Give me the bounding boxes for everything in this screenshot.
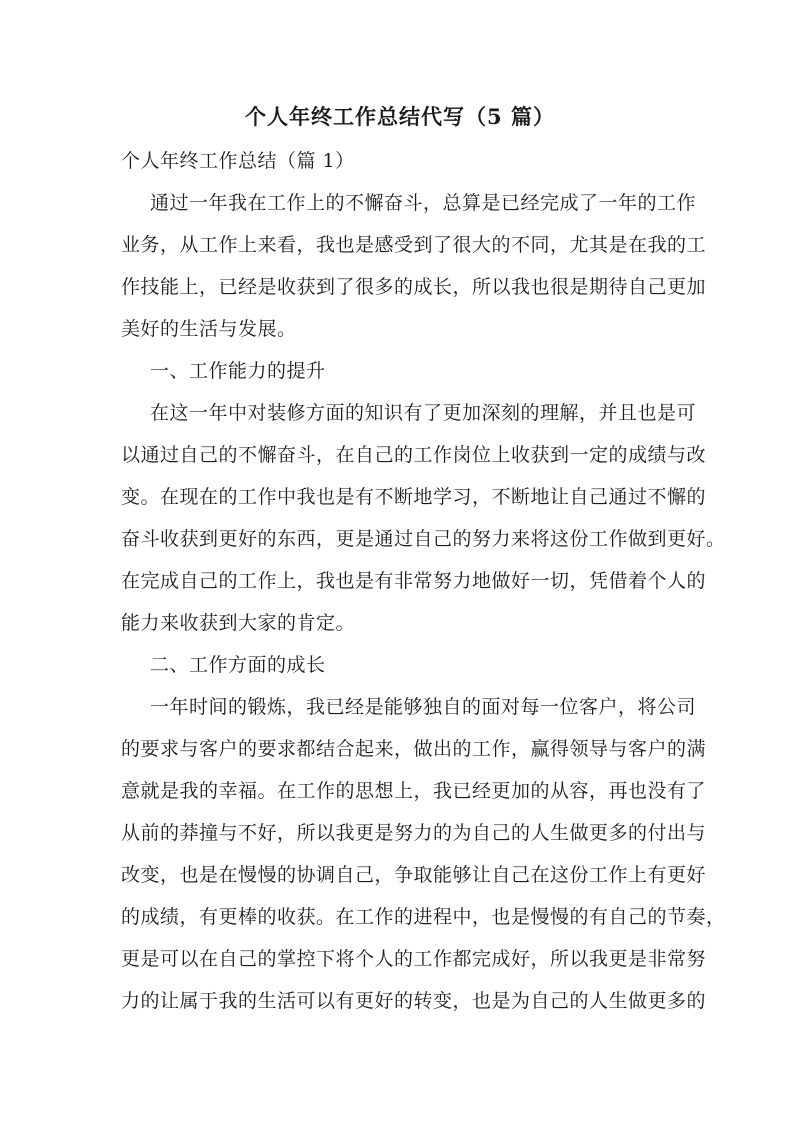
paragraph-line: 的要求与客户的要求都结合起来，做出的工作，赢得领导与客户的满 [121, 738, 707, 760]
paragraph-line: 美好的生活与发展。 [121, 318, 297, 340]
subheading: 二、工作方面的成长 [150, 654, 326, 676]
paragraph-line: 改变，也是在慢慢的协调自己，争取能够让自己在这份工作上有更好 [121, 864, 707, 886]
paragraph-line: 意就是我的幸福。在工作的思想上，我已经更加的从容，再也没有了 [121, 780, 707, 802]
paragraph-line: 的成绩，有更棒的收获。在工作的进程中，也是慢慢的有自己的节奏， [121, 906, 726, 928]
section-heading: 个人年终工作总结（篇 1） [121, 150, 355, 172]
paragraph-line: 作技能上，已经是收获到了很多的成长，所以我也很是期待自己更加 [121, 276, 707, 298]
paragraph-line: 变。在现在的工作中我也是有不断地学习，不断地让自己通过不懈的 [121, 486, 707, 508]
paragraph-line: 业务，从工作上来看，我也是感受到了很大的不同，尤其是在我的工 [121, 234, 707, 256]
document-title: 个人年终工作总结代写（5 篇） [245, 104, 555, 129]
paragraph-line: 在这一年中对装修方面的知识有了更加深刻的理解，并且也是可 [150, 402, 697, 424]
paragraph-line: 一年时间的锻炼，我已经是能够独自的面对每一位客户，将公司 [150, 696, 697, 718]
paragraph-line: 通过一年我在工作上的不懈奋斗，总算是已经完成了一年的工作 [150, 192, 697, 214]
paragraph-line: 以通过自己的不懈奋斗，在自己的工作岗位上收获到一定的成绩与改 [121, 444, 707, 466]
paragraph-line: 更是可以在自己的掌控下将个人的工作都完成好，所以我更是非常努 [121, 948, 707, 970]
subheading: 一、工作能力的提升 [150, 360, 326, 382]
paragraph-line: 能力来收获到大家的肯定。 [121, 612, 356, 634]
paragraph-line: 力的让属于我的生活可以有更好的转变，也是为自己的人生做更多的 [121, 990, 707, 1012]
paragraph-line: 在完成自己的工作上，我也是有非常努力地做好一切，凭借着个人的 [121, 570, 707, 592]
paragraph-line: 从前的莽撞与不好，所以我更是努力的为自己的人生做更多的付出与 [121, 822, 707, 844]
paragraph-line: 奋斗收获到更好的东西，更是通过自己的努力来将这份工作做到更好。 [121, 528, 726, 550]
